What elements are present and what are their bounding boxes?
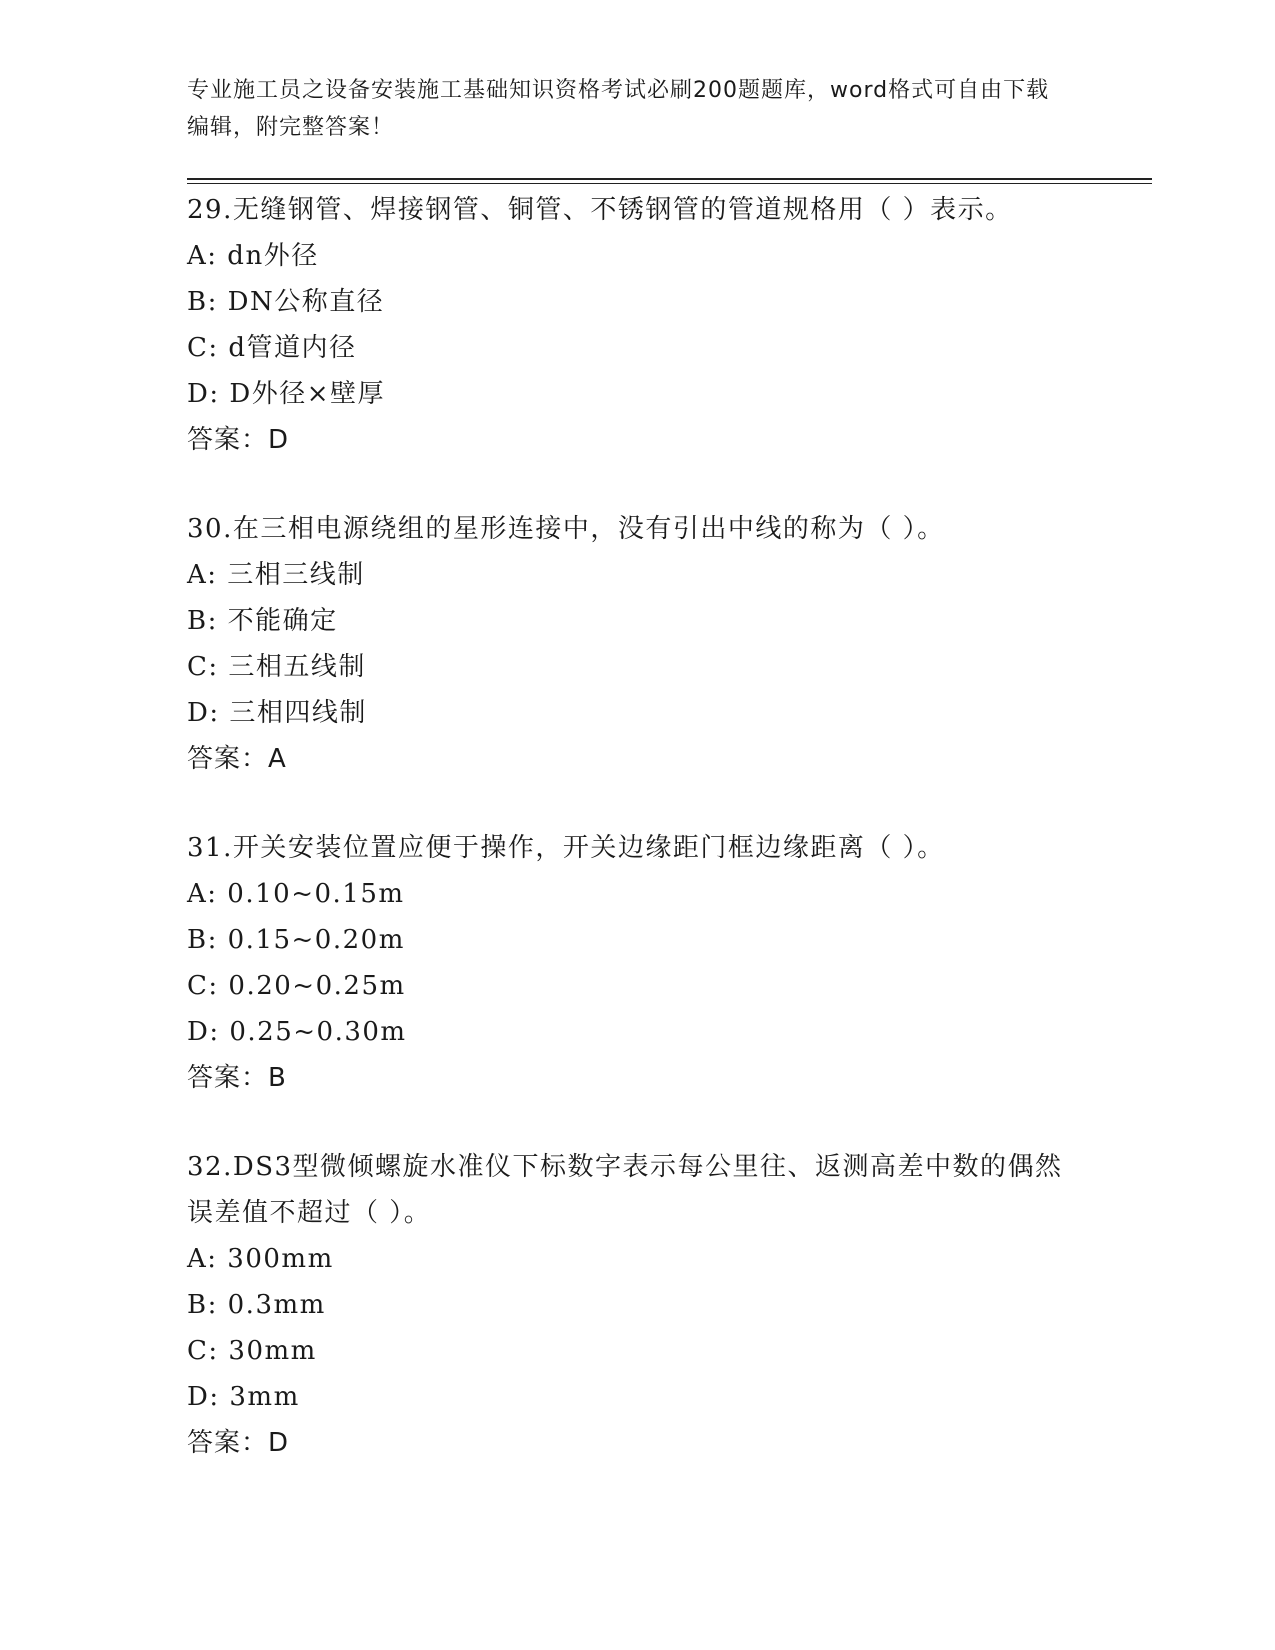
question-stem: 32.DS3型微倾螺旋水准仪下标数字表示每公里往、返测高差中数的偶然误差值不超过（ ）。 [187, 1152, 1063, 1228]
option-d: D: D外径×壁厚 [187, 379, 386, 409]
option-a: A: dn外径 [187, 241, 319, 271]
header-divider-thin [187, 183, 1152, 184]
question-31 [187, 825, 1067, 1101]
option-c: C: 30mm [187, 1336, 317, 1366]
answer-line: 答案：D [187, 1428, 290, 1458]
question-30 [187, 506, 1067, 782]
option-d: D: 0.25~0.30m [187, 1017, 407, 1047]
option-b: B: 0.3mm [187, 1290, 326, 1320]
question-stem: 30.在三相电源绕组的星形连接中，没有引出中线的称为（ ）。 [187, 514, 945, 544]
question-stem: 31.开关安装位置应便于操作，开关边缘距门框边缘距离（ ）。 [187, 833, 945, 863]
option-c: C: 三相五线制 [187, 652, 366, 682]
option-b: B: 不能确定 [187, 606, 338, 636]
question-32 [187, 1144, 1067, 1466]
option-d: D: 3mm [187, 1382, 300, 1412]
question-stem: 29.无缝钢管、焊接钢管、铜管、不锈钢管的管道规格用（ ）表示。 [187, 195, 1013, 225]
option-b: B: 0.15~0.20m [187, 925, 405, 955]
option-a: A: 三相三线制 [187, 560, 365, 590]
answer-line: 答案：B [187, 1063, 287, 1093]
option-b: B: DN公称直径 [187, 287, 385, 317]
option-d: D: 三相四线制 [187, 698, 367, 728]
answer-line: 答案：D [187, 425, 290, 455]
document-title: 专业施工员之设备安装施工基础知识资格考试必刷200题题库，word格式可自由下载编辑，附完整答案！ [187, 78, 1050, 140]
question-29 [187, 187, 1067, 463]
question-list [187, 187, 1067, 1466]
option-c: C: 0.20~0.25m [187, 971, 406, 1001]
document-header [187, 72, 1067, 146]
option-a: A: 0.10~0.15m [187, 879, 405, 909]
header-divider-thick [187, 178, 1152, 180]
option-a: A: 300mm [187, 1244, 334, 1274]
option-c: C: d管道内径 [187, 333, 357, 363]
answer-line: 答案：A [187, 744, 287, 774]
